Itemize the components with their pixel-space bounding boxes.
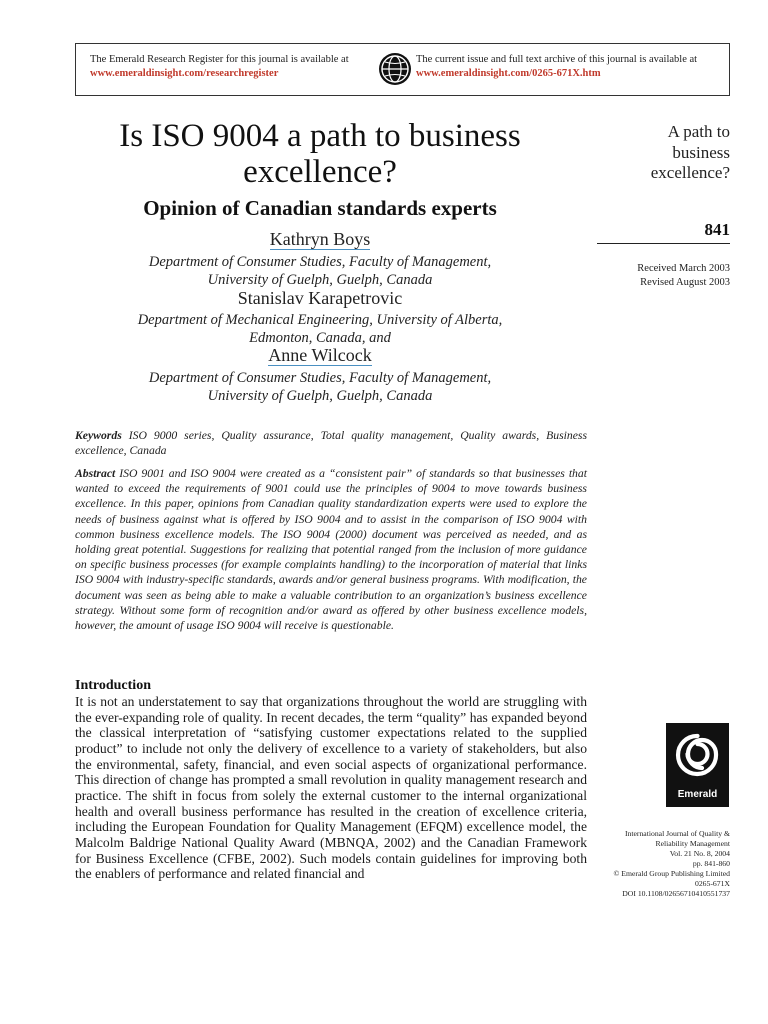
journal-header-box [75, 43, 730, 96]
article-title-line2: excellence? [243, 154, 397, 190]
article-subtitle: Opinion of Canadian standards experts [143, 196, 497, 220]
page-range: pp. 841-860 [692, 859, 730, 868]
research-register-text: The Emerald Research Register for this journal is available at [90, 54, 349, 65]
logo-wordmark: Emerald [677, 789, 718, 800]
running-title-line: A path to [667, 122, 730, 141]
keywords-label: Keywords [75, 429, 122, 442]
journal-name: Reliability Management [655, 839, 730, 848]
keywords [75, 428, 587, 458]
affiliation-line: Department of Consumer Studies, Faculty of Management, [148, 370, 492, 386]
abstract [75, 466, 587, 633]
running-title-line: excellence? [650, 163, 730, 182]
doi[interactable]: DOI 10.1108/02656710410551737 [622, 889, 730, 898]
author-affiliation [60, 253, 580, 289]
research-register-link[interactable]: www.emeraldinsight.com/researchregister [90, 68, 279, 79]
running-title [590, 122, 730, 184]
author-name-text[interactable]: Anne Wilcock [268, 345, 372, 365]
abstract-text: ISO 9001 and ISO 9004 were created as a “consistent pair” of standards so that businesses that wanted to exceed the requirements of 9001 could use the principles of 9004 to move towards business excellence. In this paper, opinions from Canadian quality standardization experts were used to explore the needs of business against what is offered by ISO 9004 and to assist in the comparison of ISO 9004 with common business excellence models. The ISO 9004 (2000) document was perceived as needed, and as holding great potential. Suggestions for realizing that potential ranged from the inclusion of more guidance on specific business processes (for example complaints handling) to the incorporation of material that links ISO 9004 with industry-specific standards, awards and/or general business programs. With modification, the document was seen as being able to make a valuable contribution to an organization’s business excellence strategy. Without some form of recognition and/or award as offered by other business excellence models, however, the amount of usage ISO 9004 will receive is questionable. [75, 467, 587, 633]
running-title-line: business [672, 142, 730, 162]
article-title-line1: Is ISO 9004 a path to business [119, 118, 521, 154]
section-heading: Introduction [75, 678, 151, 693]
author-name[interactable] [60, 229, 580, 250]
volume-issue: Vol. 21 No. 8, 2004 [669, 849, 730, 858]
journal-archive-notice [416, 53, 728, 81]
research-register-notice [90, 53, 375, 81]
emerald-logo [666, 723, 729, 807]
author-name-text[interactable]: Kathryn Boys [269, 229, 371, 249]
affiliation-line: University of Guelph, Guelph, Canada [207, 388, 433, 404]
journal-archive-link[interactable]: www.emeraldinsight.com/0265-671X.htm [416, 68, 601, 79]
affiliation-line: Edmonton, Canada, and [249, 330, 391, 346]
article-title [60, 118, 580, 190]
affiliation-line: University of Guelph, Guelph, Canada [207, 272, 433, 288]
abstract-label: Abstract [75, 467, 116, 480]
publication-info [590, 829, 730, 899]
globe-icon [379, 53, 411, 85]
side-divider [597, 243, 730, 244]
keywords-text: ISO 9000 series, Quality assurance, Total quality management, Quality awards, Business excellence, Canada [75, 429, 588, 458]
copyright: © Emerald Group Publishing Limited [613, 869, 730, 878]
journal-archive-text: The current issue and full text archive of this journal is available at [416, 54, 698, 65]
author-affiliation [60, 311, 580, 347]
author-affiliation [60, 369, 580, 405]
emerald-swirl-icon [674, 730, 721, 780]
author-name-text: Stanislav Karapetrovic [237, 288, 403, 308]
page-number: 841 [704, 220, 730, 239]
received-dates [590, 262, 730, 289]
received-date: Received March 2003 [637, 263, 730, 274]
author-name [60, 288, 580, 309]
author-name[interactable] [60, 345, 580, 366]
affiliation-line: Department of Mechanical Engineering, University of Alberta, [137, 312, 503, 328]
introduction-paragraph: It is not an understatement to say that organizations throughout the world are struggling with the ever-expanding role of quality. In recent decades, the term “quality” has expanded beyond the classical interpretation of “satisfying customer expectations related to the supplied product” to include not only the delivery of excellence to a variety of stakeholders, but also the environmental, safety, financial, and even social aspects of organizational performance. This direction of change has prompted a small revolution in quality management research and practice. The shift in focus from solely the external customer to the internal organizational health and overall business performance has resulted in the creation of excellence criteria, including the European Foundation for Quality Management (EFQM) excellence model, the Malcolm Baldrige National Quality Award (MBNQA, 2002) and the Canadian Framework for Business Excellence (CFBE, 2002). Such models contain guidelines for improving both the enablers of performance and related financial and [75, 694, 587, 882]
issn: 0265-671X [694, 879, 730, 888]
journal-name: International Journal of Quality & [624, 829, 730, 838]
revised-date: Revised August 2003 [640, 276, 730, 288]
affiliation-line: Department of Consumer Studies, Faculty of Management, [148, 254, 492, 270]
